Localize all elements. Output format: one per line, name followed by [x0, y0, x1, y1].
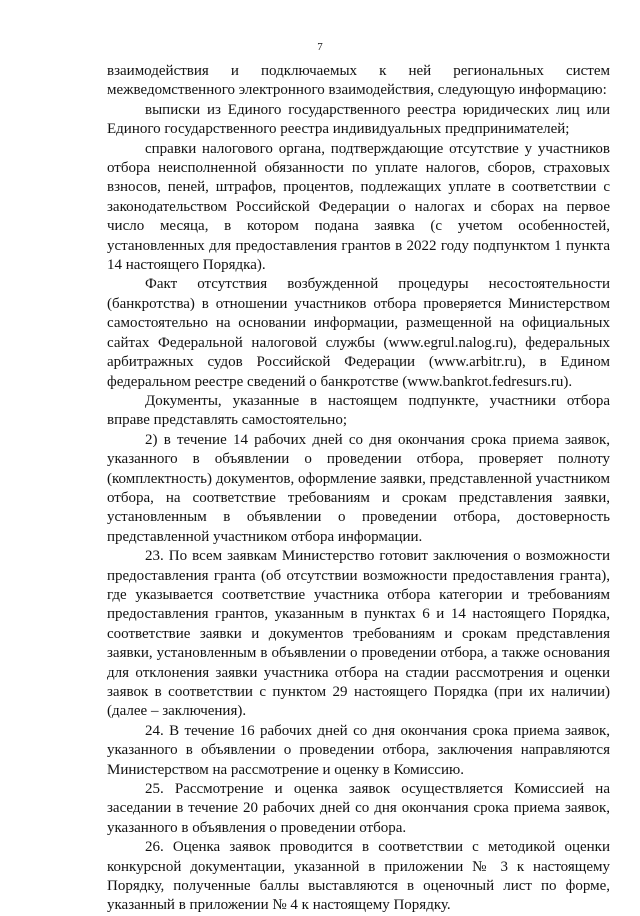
paragraph: 25. Рассмотрение и оценка заявок осуществляется Комиссией на заседании в течение 20 рабочих дней со дня окончания срока приема заявок, указанного в объявления о проведении отбора.	[107, 781, 610, 836]
document-body	[107, 62, 610, 916]
paragraph: 2) в течение 14 рабочих дней со дня окончания срока приема заявок, указанного в объявлении о проведении отбора, проверяет полноту (комплектность) документов, оформление заявки, представленной участником отбора, на соответствие требованиям и срокам представления заявки, установленным в объявлении о проведении отбора, достоверность представленной участником отбора информации.	[107, 431, 610, 545]
paragraph: Документы, указанные в настоящем подпункте, участники отбора вправе представлять самостоятельно;	[107, 392, 610, 429]
paragraph: 26. Оценка заявок проводится в соответствии с методикой оценки конкурсной документации, указанной в приложении № 3 к настоящему Порядку, полученные баллы выставляются в оценочный лист по форме, указанный в приложении № 4 к настоящему Порядку.	[107, 839, 610, 914]
paragraph: взаимодействия и подключаемых к ней региональных систем межведомственного электронного взаимодействия, следующую информацию:	[107, 63, 610, 99]
paragraph: выписки из Единого государственного реестра юридических лиц или Единого государственного реестра индивидуальных предпринимателей;	[107, 101, 610, 138]
paragraph: справки налогового органа, подтверждающие отсутствие у участников отбора неисполненной обязанности по уплате налогов, сборов, страховых взносов, пеней, штрафов, процентов, подлежащих уплате в соответствии с законодательством Российской Федерации о налогах и сборах на первое число месяца, в котором подана заявка (с учетом особенностей, установленных для предоставления грантов в 2022 году подпунктом 1 пункта 14 настоящего Порядка).	[107, 140, 610, 274]
paragraph: 24. В течение 16 рабочих дней со дня окончания срока приема заявок, указанного в объявлении о проведении отбора, заключения направляются Министерством на рассмотрение и оценку в Комиссию.	[107, 722, 610, 778]
paragraph: Факт отсутствия возбужденной процедуры несостоятельности (банкротства) в отношении участников отбора проверяется Министерством самостоятельно на основании информации, размещенной на официальных сайтах Федеральной налоговой службы (www.egrul.nalog.ru), федеральных арбитражных судов Российской Федерации (www.arbitr.ru), в Едином федеральном реестре сведений о банкротстве (www.bankrot.fedresurs.ru).	[107, 276, 610, 390]
paragraph: 23. По всем заявкам Министерство готовит заключения о возможности предоставления гранта (об отсутствии возможности предоставления гранта), где указывается соответствие участника отбора категории и требованиям предоставления грантов, указанным в пунктах 6 и 14 настоящего Порядка, соответствие заявки и документов требованиям и срокам представления заявки, установленным в объявлении о проведении отбора, а также основания для отклонения заявки участника отбора на стадии рассмотрения и оценки заявок в соответствии с пунктом 29 настоящего Порядка (при их наличии) (далее – заключения).	[107, 548, 610, 720]
page-number: 7	[317, 41, 323, 53]
